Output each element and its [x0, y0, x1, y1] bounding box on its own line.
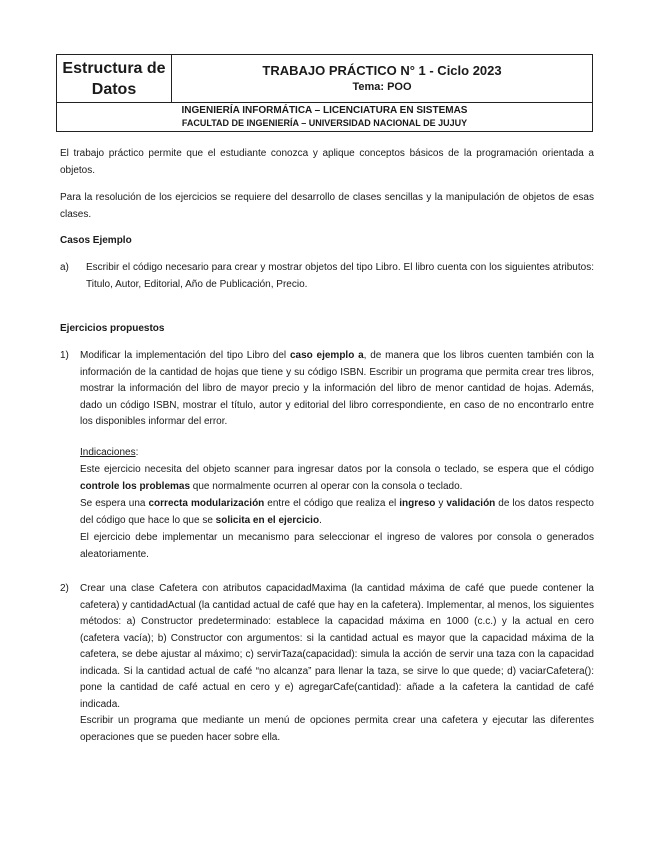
e1-text-part1: Modificar la implementación del tipo Libro del	[80, 350, 290, 361]
indicaciones-colon: :	[135, 447, 139, 458]
casos-heading: Casos Ejemplo	[60, 235, 132, 246]
ind1-bold: controle los problemas	[80, 480, 191, 492]
ind2-bold3: validación	[446, 498, 496, 509]
indicacion-3: El ejercicio debe implementar un mecanismo para seleccionar el ingreso de valores por consola o generados aleatoriamente.	[80, 532, 594, 560]
indicacion-1	[80, 462, 594, 495]
ind2-part4: de los datos respecto del código que hace lo que se	[80, 498, 594, 526]
ind2-bold4: solicita en el ejercicio	[215, 514, 320, 526]
faculty-line: FACULTAD DE INGENIERÍA – UNIVERSIDAD NACIONAL DE JUJUY	[181, 118, 468, 128]
ejercicio-1-text	[80, 348, 594, 431]
tema-title: Tema: POO	[352, 80, 412, 93]
e1-bold-caso: caso ejemplo a	[289, 350, 364, 361]
ind2-part1: Se espera una	[80, 498, 149, 509]
ejercicio-2-text-2: Escribir un programa que mediante un menú de opciones permita crear una cafetera y ejecutar las diferentes operaciones que se pueden hacer sobre ella.	[80, 715, 594, 743]
e1-text-part2: , de manera que los libros cuenten también con la información de la cantidad de hojas que tiene y su código ISBN. Escribir un programa que permita crear tres libros, mostrar la información del libro de mayor precio y la información del libro de menor cantidad de hojas. Además, dado un código ISBN, mostrar el título, autor y editorial del libro correspondiente, en caso de no encontrarlo entre los disponibles informar del error.	[80, 350, 594, 427]
indicaciones-label: Indicaciones	[80, 447, 136, 458]
indicacion-2	[80, 496, 594, 529]
indicaciones-heading	[80, 445, 594, 462]
ind2-part3: y	[435, 498, 447, 509]
caso-a-item	[60, 260, 594, 293]
subject-title: Estructura de Datos	[57, 55, 172, 103]
ind2-bold1: correcta modularización	[148, 498, 265, 509]
ind1-part2: que normalmente ocurren al operar con la consola o teclado.	[190, 480, 463, 492]
ejercicio-2-text: Crear una clase Cafetera con atributos capacidadMaxima (la cantidad máxima de café que puede contener la cafetera) y cantidadActual (la cantidad actual de café que hay en la cafetera). Implementar, al menos, los siguientes métodos: a) Constructor predeterminado: establece la capacidad máxima en 1000 (c.c.) y la actual en cero (cafetera vacía); b) Constructor con argumentos: si la cantidad actual es mayor que la capacidad máxima de la cafetera, se debe ajustar al máximo; c) servirTaza(capacidad): simula la acción de servir una taza con la capacidad indicada. Si la cantidad actual de café “no alcanza” para llenar la taza, se sirve lo que quede; d) vaciarCafetera(): pone la cantidad de café actual en cero y e) agregarCafe(cantidad): añade a la cafetera la cantidad de café indicada.	[80, 583, 594, 710]
ind1-part1: Este ejercicio necesita del objeto scanner para ingresar datos por la consola o teclado, se espera que el código	[80, 464, 594, 475]
intro-paragraph-1: El trabajo práctico permite que el estudiante conozca y aplique conceptos básicos de la programación orientada a objetos.	[60, 148, 594, 176]
ind2-part5: .	[319, 514, 322, 526]
header-table	[56, 54, 593, 132]
ind2-bold2: ingreso	[399, 498, 436, 509]
ejercicios-heading: Ejercicios propuestos	[60, 323, 165, 334]
ind2-part2: entre el código que realiza el	[264, 498, 400, 509]
ejercicio-1-marker: 1)	[60, 350, 69, 361]
institution-cell	[57, 103, 593, 132]
tp-title: TRABAJO PRÁCTICO N° 1 - Ciclo 2023	[262, 62, 502, 78]
ejercicio-1	[60, 348, 594, 431]
ejercicio-2	[60, 581, 594, 746]
career-line: INGENIERÍA INFORMÁTICA – LICENCIATURA EN SISTEMAS	[181, 105, 468, 116]
tp-cell	[172, 55, 593, 103]
intro-paragraph-2: Para la resolución de los ejercicios se requiere del desarrollo de clases sencillas y la manipulación de objetos de esas clases.	[60, 192, 594, 220]
ejercicio-2-marker: 2)	[60, 583, 69, 594]
caso-a-marker: a)	[60, 262, 69, 273]
caso-a-text: Escribir el código necesario para crear y mostrar objetos del tipo Libro. El libro cuenta con los siguientes atributos: Titulo, Autor, Editorial, Año de Publicación, Precio.	[86, 262, 594, 290]
